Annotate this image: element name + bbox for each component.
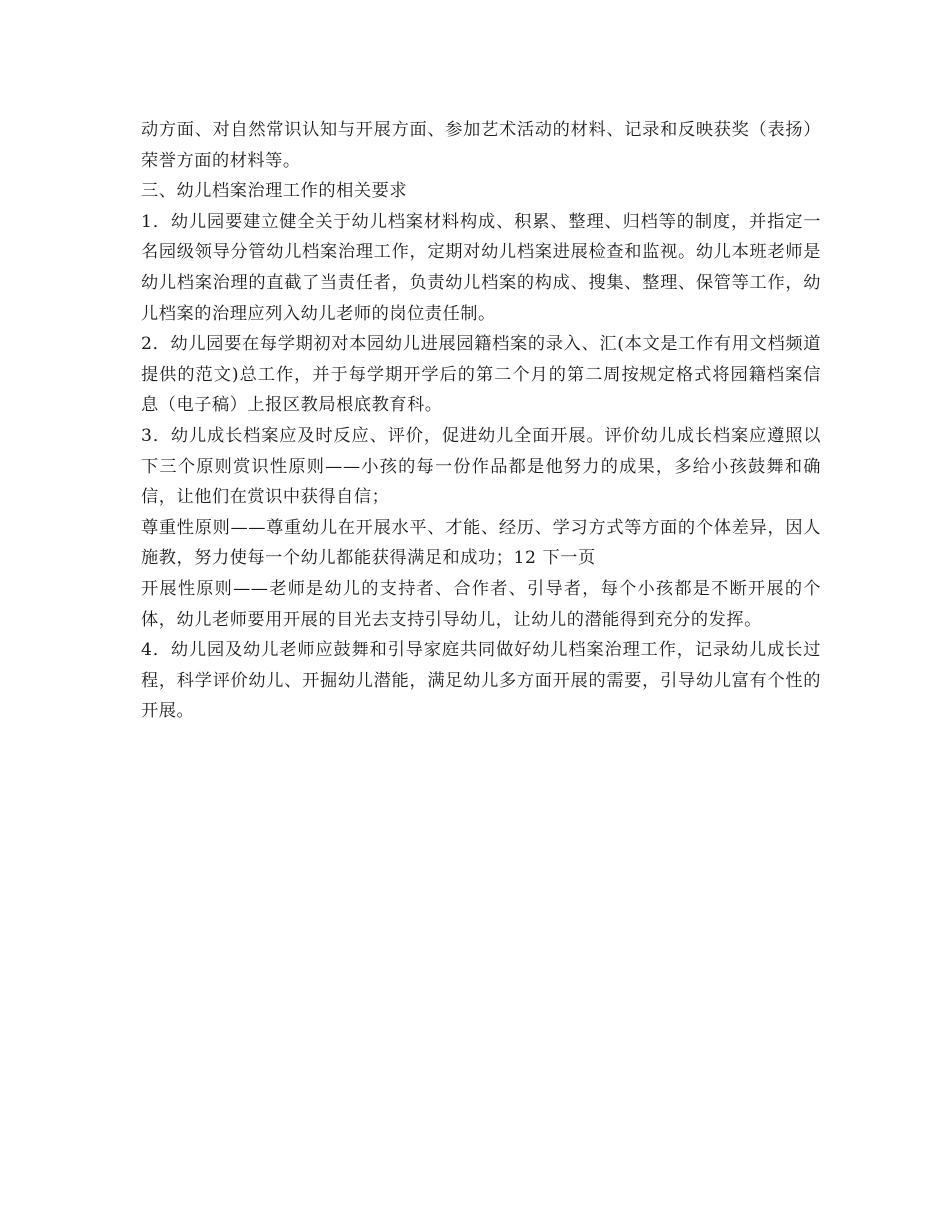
- document-body: [141, 115, 821, 727]
- paragraph-principle-respect: 尊重性原则——尊重幼儿在开展水平、才能、经历、学习方式等方面的个体差异，因人施教，努力使每一个幼儿都能获得满足和成功；12 下一页: [141, 517, 821, 569]
- paragraph-item-2: 2．幼儿园要在每学期初对本园幼儿进展园籍档案的录入、汇(本文是工作有用文档频道提供的范文)总工作，并于每学期开学后的第二个月的第二周按规定格式将园籍档案信息（电子稿）上报区教局根底教育科。: [141, 334, 821, 416]
- paragraph-principle-development: 开展性原则——老师是幼儿的支持者、合作者、引导者，每个小孩都是不断开展的个体，幼儿老师要用开展的目光去支持引导幼儿，让幼儿的潜能得到充分的发挥。: [141, 578, 821, 630]
- paragraph-item-4: 4．幼儿园及幼儿老师应鼓舞和引导家庭共同做好幼儿档案治理工作，记录幼儿成长过程，科学评价幼儿、开掘幼儿潜能，满足幼儿多方面开展的需要，引导幼儿富有个性的开展。: [141, 640, 821, 722]
- paragraph-continuation: 动方面、对自然常识认知与开展方面、参加艺术活动的材料、记录和反映获奖（表扬）荣誉方面的材料等。: [141, 120, 821, 171]
- paragraph-item-1: 1．幼儿园要建立健全关于幼儿档案材料构成、积累、整理、归档等的制度，并指定一名园级领导分管幼儿档案治理工作，定期对幼儿档案进展检查和监视。幼儿本班老师是幼儿档案治理的直截了当责任者，负责幼儿档案的构成、搜集、整理、保管等工作，幼儿档案的治理应列入幼儿老师的岗位责任制。: [141, 211, 821, 324]
- section-heading: 三、幼儿档案治理工作的相关要求: [141, 181, 408, 202]
- paragraph-item-3: 3．幼儿成长档案应及时反应、评价，促进幼儿全面开展。评价幼儿成长档案应遵照以下三个原则赏识性原则——小孩的每一份作品都是他努力的成果，多给小孩鼓舞和确信，让他们在赏识中获得自信；: [141, 425, 821, 508]
